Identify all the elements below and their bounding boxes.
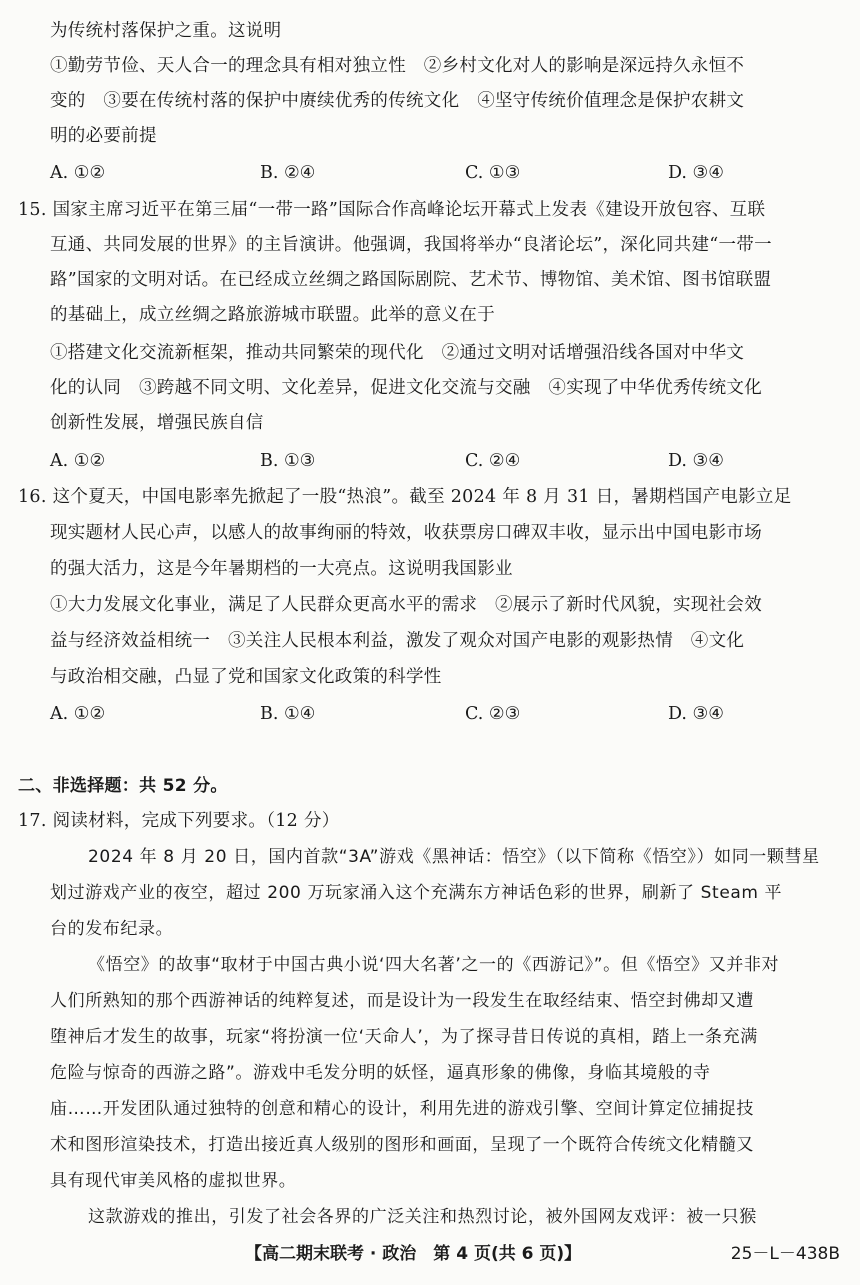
- q16-options: [50, 697, 845, 731]
- section-heading: 二、非选择题：共 52 分。: [18, 776, 228, 796]
- q14-options: [50, 156, 845, 190]
- q17-material-line: 庙……开发团队通过独特的创意和精心的设计，利用先进的游戏引擎、空间计算定位捕捉技: [50, 1099, 754, 1119]
- q17-material-line: 具有现代审美风格的虚拟世界。: [50, 1171, 297, 1191]
- q14-option-d: D. ③④: [668, 163, 724, 183]
- q15-stem-line: 互通、共同发展的世界》的主旨演讲。他强调，我国将举办“良渚论坛”，深化同共建“一带一: [50, 235, 772, 255]
- q17-material-line: 危险与惊奇的西游之路”。游戏中毛发分明的妖怪，逼真形象的佛像，身临其境般的寺: [50, 1063, 711, 1083]
- q15-option-a: A. ①②: [50, 451, 106, 471]
- q17-stem: 17. 阅读材料，完成下列要求。（12 分）: [18, 811, 340, 831]
- q17-material-line: 台的发布纪录。: [50, 919, 174, 939]
- q17-material-line: 划过游戏产业的夜空，超过 200 万玩家涌入这个充满东方神话色彩的世界，刷新了 Steam 平: [50, 883, 783, 903]
- q14-statement-line: 变的 ③要在传统村落的保护中赓续优秀的传统文化 ④坚守传统价值理念是保护农耕文: [50, 91, 745, 111]
- q17-material-line: 2024 年 8 月 20 日，国内首款“3A”游戏《黑神话：悟空》（以下简称《悟空》）如同一颗彗星: [88, 847, 820, 867]
- q15-option-c: C. ②④: [465, 451, 521, 471]
- page-footer: [0, 1236, 860, 1272]
- q15-stem-line: 的基础上，成立丝绸之路旅游城市联盟。此举的意义在于: [50, 305, 495, 325]
- q16-statement-line: ①大力发展文化事业，满足了人民群众更高水平的需求 ②展示了新时代风貌，实现社会效: [50, 595, 762, 615]
- q15-options: [50, 444, 845, 478]
- q14-statement-line: ①勤劳节俭、天人合一的理念具有相对独立性 ②乡村文化对人的影响是深远持久永恒不: [50, 56, 745, 76]
- footer-code: 25－L－438B: [730, 1244, 840, 1264]
- footer-title: 【高二期末联考 · 政治 第 4 页(共 6 页)】: [245, 1244, 582, 1264]
- q16-option-d: D. ③④: [668, 704, 724, 724]
- q17-material-line: 人们所熟知的那个西游神话的纯粹复述，而是设计为一段发生在取经结束、悟空封佛却又遭: [50, 991, 754, 1011]
- q16-option-a: A. ①②: [50, 704, 106, 724]
- q14-option-c: C. ①③: [465, 163, 521, 183]
- q16-option-c: C. ②③: [465, 704, 521, 724]
- q16-stem-line: 现实题材人民心声，以感人的故事绚丽的特效，收获票房口碑双丰收，显示出中国电影市场: [50, 523, 762, 543]
- q16-statement-line: 益与经济效益相统一 ③关注人民根本利益，激发了观众对国产电影的观影热情 ④文化: [50, 631, 745, 651]
- q14-statement-line: 明的必要前提: [50, 126, 157, 146]
- q15-statement-line: 创新性发展，增强民族自信: [50, 413, 264, 433]
- q15-stem-line: 路”国家的文明对话。在已经成立丝绸之路国际剧院、艺术节、博物馆、美术馆、图书馆联盟: [50, 270, 772, 290]
- q16-stem-line: 16. 这个夏天，中国电影率先掀起了一股“热浪”。截至 2024 年 8 月 31 日，暑期档国产电影立足: [18, 487, 792, 507]
- q14-option-a: A. ①②: [50, 163, 106, 183]
- q14-option-b: B. ②④: [260, 163, 316, 183]
- q17-material-line: 这款游戏的推出，引发了社会各界的广泛关注和热烈讨论，被外国网友戏评：被一只猴: [88, 1207, 757, 1227]
- q16-stem-line: 的强大活力，这是今年暑期档的一大亮点。这说明我国影业: [50, 559, 513, 579]
- q16-statement-line: 与政治相交融，凸显了党和国家文化政策的科学性: [50, 667, 442, 687]
- q15-option-b: B. ①③: [260, 451, 316, 471]
- q16-option-b: B. ①④: [260, 704, 316, 724]
- q15-statement-line: ①搭建文化交流新框架，推动共同繁荣的现代化 ②通过文明对话增强沿线各国对中华文: [50, 343, 745, 363]
- q15-statement-line: 化的认同 ③跨越不同文明、文化差异，促进文化交流与交融 ④实现了中华优秀传统文化: [50, 378, 762, 398]
- q17-material-line: 术和图形渲染技术，打造出接近真人级别的图形和画面，呈现了一个既符合传统文化精髓又: [50, 1135, 754, 1155]
- q15-stem-line: 15. 国家主席习近平在第三届“一带一路”国际合作高峰论坛开幕式上发表《建设开放包容、互联: [18, 200, 766, 220]
- q17-material-line: 堕神后才发生的故事，玩家“将扮演一位‘天命人’，为了探寻昔日传说的真相，踏上一条充满: [50, 1027, 758, 1047]
- q17-material-line: 《悟空》的故事“取材于中国古典小说‘四大名著’之一的《西游记》”。但《悟空》又并非对: [88, 955, 780, 975]
- q14-stem-tail: 为传统村落保护之重。这说明: [50, 21, 282, 41]
- q15-option-d: D. ③④: [668, 451, 724, 471]
